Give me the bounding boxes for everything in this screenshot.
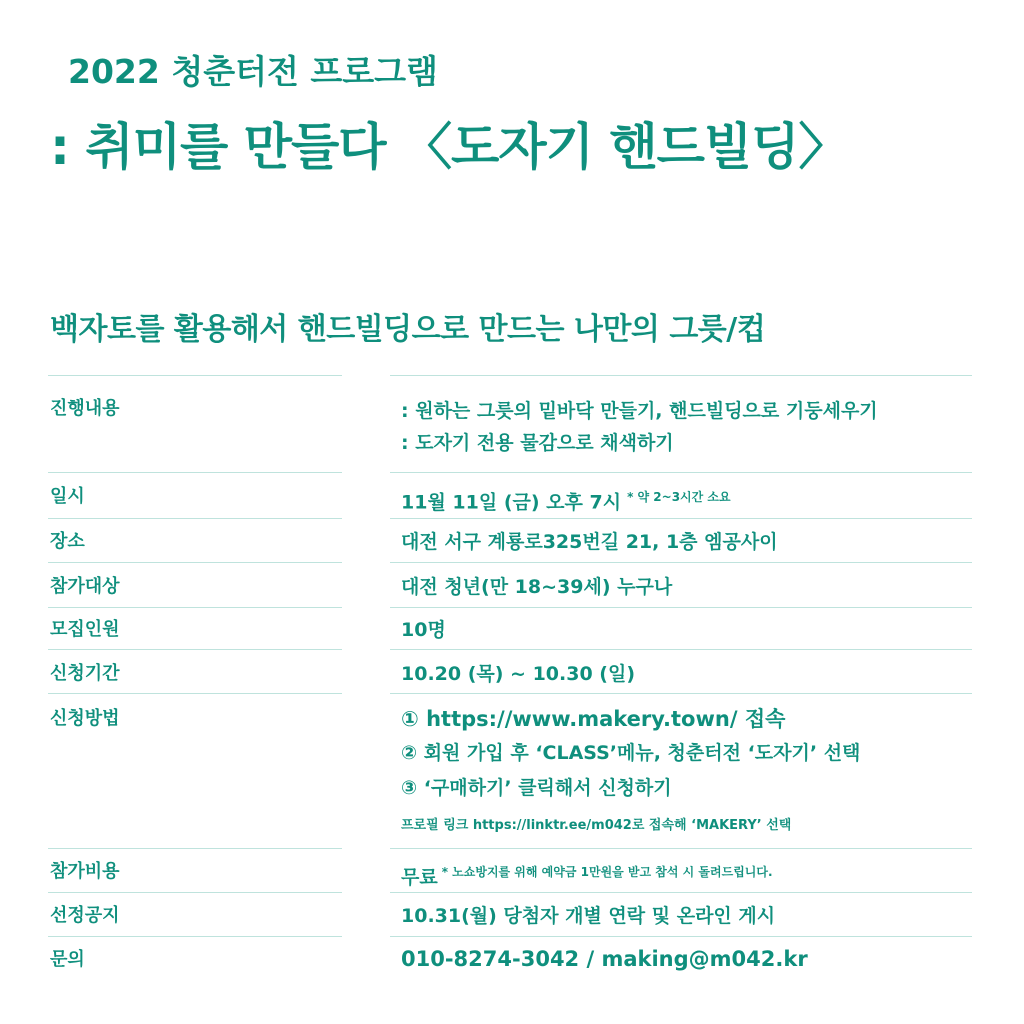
divider — [48, 892, 342, 893]
divider — [48, 936, 342, 937]
value-date — [401, 485, 731, 514]
divider — [390, 518, 972, 519]
date-text: 11월 11일 (금) 오후 7시 — [401, 491, 622, 514]
method-step-3: ③ ‘구매하기’ 클릭해서 신청하기 — [401, 777, 672, 799]
value-capacity: 10명 — [401, 619, 446, 641]
divider — [48, 518, 342, 519]
divider — [48, 649, 342, 650]
divider — [48, 375, 342, 376]
label-notice: 선정공지 — [50, 905, 120, 926]
label-capacity: 모집인원 — [50, 619, 120, 640]
divider — [390, 848, 972, 849]
fee-note: * 노쇼방지를 위해 예약금 1만원을 받고 참석 시 돌려드립니다. — [441, 865, 773, 879]
value-content-2: : 도자기 전용 물감으로 채색하기 — [401, 432, 674, 454]
label-content: 진행내용 — [50, 398, 120, 419]
value-period: 10.20 (목) ~ 10.30 (일) — [401, 663, 636, 685]
method-step-1: ① https://www.makery.town/ 접속 — [401, 707, 786, 731]
divider — [390, 892, 972, 893]
divider — [390, 936, 972, 937]
divider — [48, 472, 342, 473]
method-step-2: ② 회원 가입 후 ‘CLASS’메뉴, 청춘터전 ‘도자기’ 선택 — [401, 742, 861, 764]
value-content-1: : 원하는 그릇의 밑바닥 만들기, 핸드빌딩으로 기둥세우기 — [401, 400, 878, 422]
label-place: 장소 — [50, 531, 85, 552]
divider — [390, 607, 972, 608]
divider — [390, 472, 972, 473]
value-notice: 10.31(월) 당첨자 개별 연락 및 온라인 게시 — [401, 905, 776, 927]
divider — [48, 562, 342, 563]
divider — [48, 693, 342, 694]
divider — [390, 649, 972, 650]
value-place: 대전 서구 계룡로325번길 21, 1층 엠공사이 — [401, 531, 778, 553]
divider — [48, 848, 342, 849]
label-date: 일시 — [50, 486, 85, 507]
page-title: : 취미를 만들다 〈도자기 핸드빌딩〉 — [50, 118, 848, 176]
label-period: 신청기간 — [50, 663, 120, 684]
divider — [390, 375, 972, 376]
value-fee — [401, 860, 773, 889]
date-note: * 약 2~3시간 소요 — [627, 490, 731, 504]
divider — [390, 693, 972, 694]
value-contact: 010-8274-3042 / making@m042.kr — [401, 947, 808, 971]
label-contact: 문의 — [50, 949, 85, 970]
divider — [390, 562, 972, 563]
label-fee: 참가비용 — [50, 861, 120, 882]
value-target: 대전 청년(만 18~39세) 누구나 — [401, 576, 673, 598]
label-target: 참가대상 — [50, 576, 120, 597]
divider — [48, 607, 342, 608]
method-note: 프로필 링크 https://linktr.ee/m042로 접속해 ‘MAKERY’ 선택 — [401, 818, 792, 833]
label-method: 신청방법 — [50, 708, 120, 729]
fee-text: 무료 — [401, 866, 438, 889]
subtitle: 백자토를 활용해서 핸드빌딩으로 만드는 나만의 그릇/컵 — [50, 312, 766, 347]
program-title: 2022 청춘터전 프로그램 — [68, 52, 438, 91]
